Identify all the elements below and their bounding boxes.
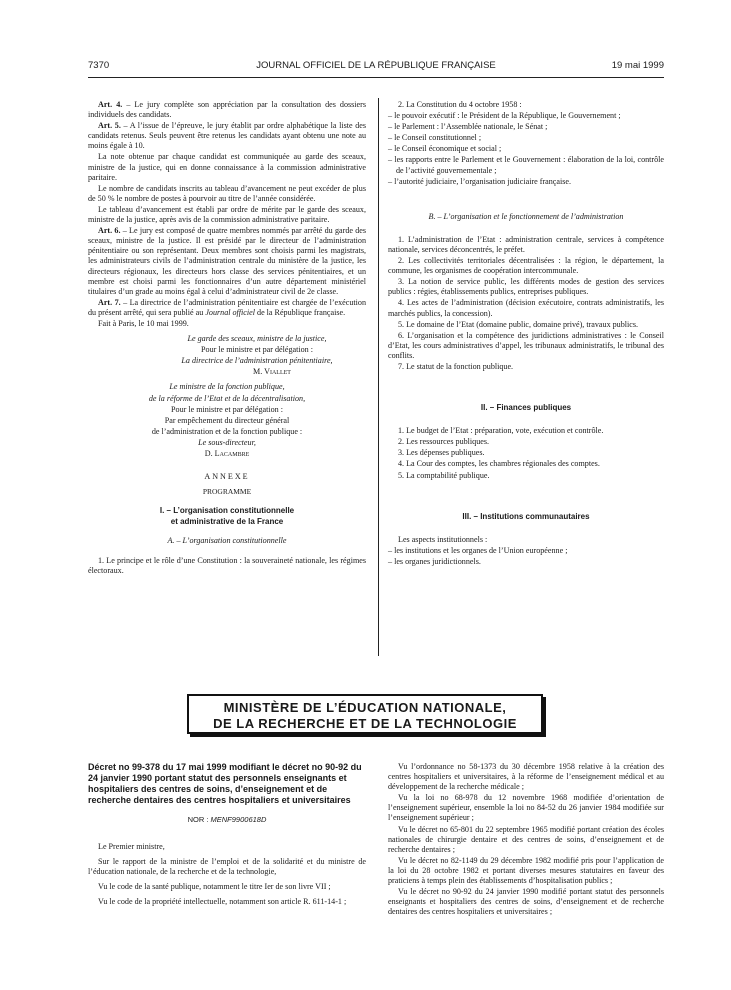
section-a-title: A. – L’organisation constitutionnelle [167,536,287,546]
article-5-para-4: Le tableau d’avancement est établi par ordre de mérite par le garde des sceaux, ministre de la justice, après avis de la commission administrative paritaire. [88,204,366,225]
visa-paragraph: Vu le code de la santé publique, notamment le titre Ier de son livre VII ; [98,882,331,892]
section-2-title: II. – Finances publiques [480,403,572,413]
section-b-item: 4. Les actes de l’administration (décision exécutoire, contrats administratifs, les marchés publics, la concession). [388,298,664,318]
section-1-title-2: et administrative de la France [170,517,284,527]
article-4: Art. 4. – Le jury complète son appréciation par la consultation des dossiers individuels des candidats. [88,100,366,120]
programme-heading: PROGRAMME [202,487,252,497]
issue-date: 19 mai 1999 [611,60,664,71]
signatory-2-line-5: de l’administration et de la fonction publique : [151,426,303,436]
annexe-heading: ANNEXE [204,472,250,482]
section-2-item: 4. La Cour des comptes, les chambres régionales des comptes. [398,459,600,469]
section-2-item: 3. Les dépenses publiques. [398,448,485,458]
section-b-item: 6. L’organisation et la compétence des juridictions administratives : le Conseil d’Etat, les cours administratives d’appel, les tribunaux administratifs, le tribunal des conflits. [388,330,664,360]
signatory-2-title: Le sous-directeur, [198,437,256,447]
item-2-list-entry: – le Parlement : l’Assemblée nationale, le Sénat ; [388,122,548,132]
section-3-intro: Les aspects institutionnels : [398,534,488,544]
item-2-list-entry: – le pouvoir exécutif : le Président de la République, le Gouvernement ; [388,111,621,121]
section-2-item: 5. La comptabilité publique. [398,470,490,480]
nor-reference: NOR : MENF9900618D [187,815,267,824]
item-2-list-entry: – le Conseil économique et social ; [388,144,502,154]
article-5-para-3: Le nombre de candidats inscrits au tableau d’avancement ne peut excéder de plus de 50 % le nombre de postes à pourvoir au titre de l’année considérée. [88,183,366,203]
section-2-item: 1. Le budget de l’Etat : préparation, vote, exécution et contrôle. [398,426,604,436]
visa-paragraph: Vu le décret no 65-801 du 22 septembre 1965 modifié portant création des écoles nationales de chirurgie dentaire et des centres de soins, d’enseignement et de recherche dentaires ; [388,824,664,854]
signatory-1-name: M. Viallet [253,367,291,377]
column-divider [378,98,379,656]
visa-paragraph: Sur le rapport de la ministre de l’emploi et de la solidarité et du ministre de l’éducation nationale, de la recherche et de la technologie, [88,857,366,877]
section-b-item: 3. La notion de service public, les différents modes de gestion des services publics : régies, établissements publics, entreprises publiques. [388,277,664,297]
lower-left-column [88,762,366,909]
signatory-2-role-1: Le ministre de la fonction publique, [169,382,285,392]
article-5-para-2: La note obtenue par chaque candidat est communiquée au garde des sceaux, ministre de la justice, qui en donne connaissance à la commission administrative paritaire. [88,152,366,182]
page-header [88,60,664,76]
journal-title: JOURNAL OFFICIEL DE LA RÉPUBLIQUE FRANÇAISE [256,60,496,71]
section-3-item: – les institutions et les organes de l’Union européenne ; [388,545,568,555]
item-2-list-entry: – l’autorité judiciaire, l’organisation judiciaire française. [388,176,572,186]
visa-paragraph: Vu le décret no 82-1149 du 29 décembre 1982 modifié pris pour l’application de la loi du 28 octobre 1982 et portant diverses mesures statutaires en faveur des praticiens à temps plein des établissements d’hospitalisation publics ; [388,855,664,886]
upper-right-column [388,100,664,568]
visa-paragraph: Vu l’ordonnance no 58-1373 du 30 décembre 1958 relative à la création des centres hospitaliers et universitaires, à la réforme de l’enseignement médical et au développement de la recherche médicale ; [388,762,664,792]
annex-item-1: 1. Le principe et le rôle d’une Constitution : la souveraineté nationale, les régimes électoraux. [88,555,366,575]
annex-item-2: 2. La Constitution du 4 octobre 1958 : [398,100,522,109]
signatory-1-title: La directrice de l’administration pénitentiaire, [181,356,333,366]
visa-paragraph: Vu le code de la propriété intellectuelle, notamment son article R. 611-14-1 ; [98,897,347,907]
section-b-title: B. – L’organisation et le fonctionnement de l’administration [428,211,624,221]
premier-ministre: Le Premier ministre, [98,842,165,852]
article-6: Art. 6. – Le jury est composé de quatre membres nommés par arrêté du garde des sceaux, ministre de la justice. Il est présidé par le directeur de l’administration pénitentiaire ou son représentant. Deux membres sont choisis parmi les magistrats, les administrateurs civils de l’administration centrale du ministère de la justice, les directeurs régionaux, les directeurs hors classe des services pénitentiaires, et un membre est choisi parmi les fonctionnaires d’un autre département ministériel titulaires d’un grade au moins égal à celui d’administrateur civil de 2e classe. [88,226,366,296]
ministry-heading-box [187,694,543,734]
signatory-2-role-2: de la réforme de l’Etat et de la décentralisation, [148,393,306,403]
section-b-item: 7. Le statut de la fonction publique. [398,361,514,371]
signatory-1-role: Le garde des sceaux, ministre de la justice, [187,334,327,344]
section-1-title-1: I. – L’organisation constitutionnelle [159,506,295,516]
section-3-item: – les organes juridictionnels. [388,556,481,566]
visa-paragraph: Vu le décret no 90-92 du 24 janvier 1990 modifié portant statut des personnels enseignants et hospitaliers des centres de soins, d’enseignement et de recherche dentaires des centres hospitaliers et universitaires ; [388,887,664,917]
section-2-item: 2. Les ressources publiques. [398,437,490,447]
article-7: Art. 7. – La directrice de l’administration pénitentiaire est chargée de l’exécution du présent arrêté, qui sera publié au Journal officiel de la République française. [88,297,366,317]
signatory-2-delegation: Pour le ministre et par délégation : [171,404,283,414]
item-2-list-entry: – les rapports entre le Parlement et le Gouvernement : élaboration de la loi, contrôle de l’activité gouvernementale ; [388,155,664,175]
signatory-2-name: D. Lacambre [204,449,250,458]
page-number: 7370 [88,60,110,71]
section-b-item: 2. Les collectivités territoriales décentralisées : la région, le département, la commune, les organismes de coopération intercommunale. [388,256,664,276]
ministry-line-2: DE LA RECHERCHE ET DE LA TECHNOLOGIE [213,716,517,731]
visa-paragraph: Vu la loi no 68-978 du 12 novembre 1968 modifiée d’orientation de l’enseignement supérieur, ensemble la loi no 84-52 du 26 janvier 1984 modifiée sur l’enseignement supérieur ; [388,793,664,823]
signatory-1-delegation: Pour le ministre et par délégation : [201,345,313,355]
article-5: Art. 5. – A l’issue de l’épreuve, le jury établit par ordre alphabétique la liste des candidats retenus. Seuls peuvent être retenus les candidats ayant obtenu une note au moins égale à 10. [88,121,366,151]
item-2-list-entry: – le Conseil constitutionnel ; [388,133,482,143]
section-b-item: 5. Le domaine de l’Etat (domaine public, domaine privé), travaux publics. [398,319,639,329]
ministry-line-1: MINISTÈRE DE L’ÉDUCATION NATIONALE, [223,700,507,715]
section-3-title: III. – Institutions communautaires [462,511,590,521]
fait-a-paris: Fait à Paris, le 10 mai 1999. [98,318,189,328]
decree-title: Décret no 99-378 du 17 mai 1999 modifiant le décret no 90-92 du 24 janvier 1990 portant statut des personnels enseignants et hospitaliers des centres de soins, d’enseignement et de recherche dentaires des centres hospitaliers et universitaires [88,762,362,805]
upper-left-column [88,100,366,577]
header-rule [88,77,664,78]
signatory-2-line-4: Par empêchement du directeur général [164,415,290,425]
lower-right-column [388,762,664,918]
section-b-item: 1. L’administration de l’Etat : administration centrale, services à compétence nationale, services déconcentrés, le préfet. [388,234,664,254]
